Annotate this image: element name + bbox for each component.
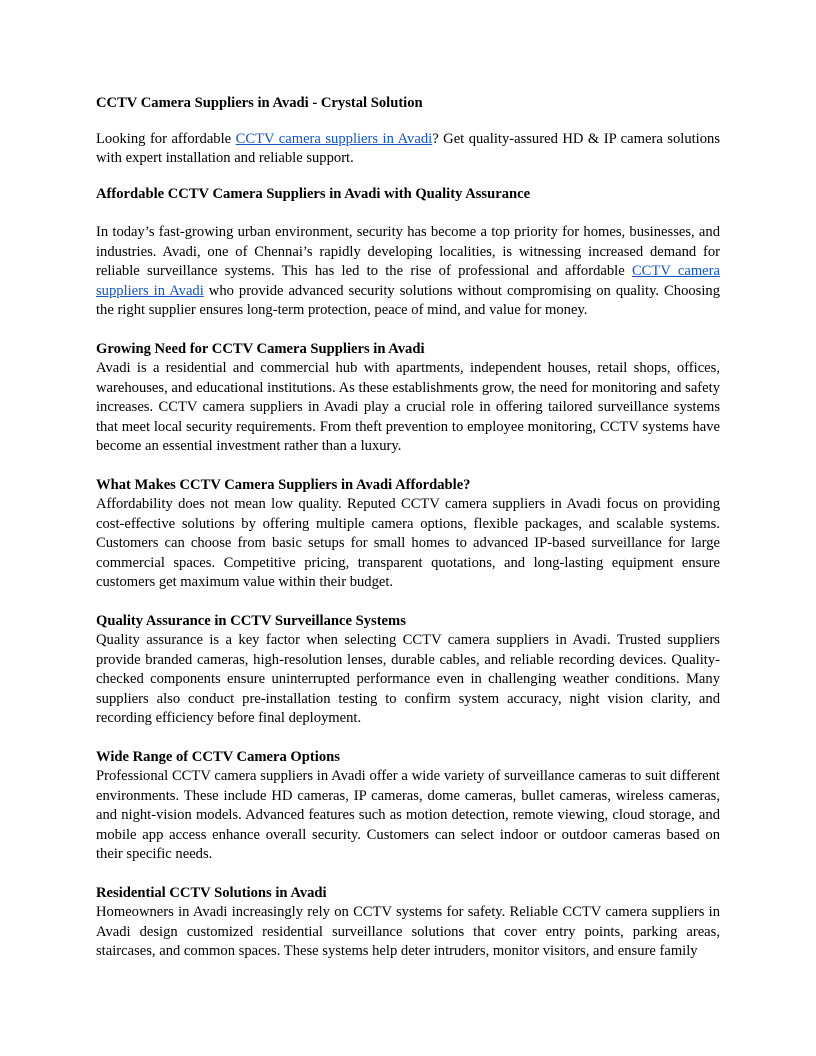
intro-paragraph xyxy=(96,130,720,169)
document-body xyxy=(96,94,720,981)
section-quality-assurance xyxy=(96,612,720,729)
overview-text-before: In today’s fast-growing urban environment, security has become a top priority for homes, businesses, and industries. Avadi, one of Chennai’s rapidly developing localities, is witnessing increased demand for reliable surveillance systems. This has led to the rise of professional and affordable xyxy=(96,224,720,279)
section-body: Quality assurance is a key factor when selecting CCTV camera suppliers in Avadi. Trusted suppliers provide branded cameras, high-resolution lenses, durable cables, and reliable recording devices. Quality-checked components ensure uninterrupted performance even in challenging weather conditions. Many suppliers also conduct pre-installation testing to confirm system accuracy, night vision clarity, and recording efficiency before final deployment. xyxy=(96,632,720,726)
overview-paragraph xyxy=(96,223,720,321)
section-residential xyxy=(96,884,720,962)
overview-text-after: who provide advanced security solutions without compromising on quality. Choosing the right supplier ensures long-term protection, peace of mind, and value for money. xyxy=(96,282,721,318)
section-body: Professional CCTV camera suppliers in Avadi offer a wide variety of surveillance cameras to suit different environments. These include HD cameras, IP cameras, dome cameras, bullet cameras, wireless cameras, and night-vision models. Advanced features such as motion detection, remote viewing, cloud storage, and mobile app access enhance overall security. Customers can select indoor or outdoor cameras based on their specific needs. xyxy=(96,768,720,862)
subtitle-heading: Affordable CCTV Camera Suppliers in Avadi with Quality Assurance xyxy=(96,185,531,202)
section-affordability xyxy=(96,476,720,593)
section-heading: Wide Range of CCTV Camera Options xyxy=(96,748,340,765)
page-title: CCTV Camera Suppliers in Avadi - Crystal Solution xyxy=(96,95,423,111)
section-heading: Residential CCTV Solutions in Avadi xyxy=(96,884,327,901)
section-camera-options xyxy=(96,748,720,865)
cctv-suppliers-inline-link[interactable]: CCTV camera suppliers in Avadi xyxy=(96,263,720,299)
section-body: Homeowners in Avadi increasingly rely on CCTV systems for safety. Reliable CCTV camera suppliers in Avadi design customized residential surveillance solutions that cover entry points, parking areas, staircases, and common spaces. These systems help deter intruders, monitor visitors, and ensure family xyxy=(96,904,720,959)
cctv-suppliers-link[interactable]: CCTV camera suppliers in Avadi xyxy=(235,130,433,147)
intro-text-before: Looking for affordable xyxy=(96,130,236,147)
section-growing-need xyxy=(96,340,720,457)
section-heading: Growing Need for CCTV Camera Suppliers in Avadi xyxy=(96,340,425,357)
section-body: Avadi is a residential and commercial hub with apartments, independent houses, retail shops, offices, warehouses, and educational institutions. As these establishments grow, the need for monitoring and safety increases. CCTV camera suppliers in Avadi play a crucial role in offering tailored surveillance systems that meet local security requirements. From theft prevention to employee monitoring, CCTV systems have become an essential investment rather than a luxury. xyxy=(96,360,720,454)
section-body: Affordability does not mean low quality. Reputed CCTV camera suppliers in Avadi focus on providing cost-effective solutions by offering multiple camera options, flexible packages, and scalable systems. Customers can choose from basic setups for small homes to advanced IP-based surveillance for large commercial spaces. Competitive pricing, transparent quotations, and long-lasting equipment ensure customers get maximum value within their budget. xyxy=(96,496,720,590)
intro-text-after: ? Get quality-assured HD & IP camera solutions with expert installation and reliable support. xyxy=(96,130,720,166)
section-heading: What Makes CCTV Camera Suppliers in Avadi Affordable? xyxy=(96,476,471,493)
section-heading: Quality Assurance in CCTV Surveillance Systems xyxy=(96,612,406,629)
